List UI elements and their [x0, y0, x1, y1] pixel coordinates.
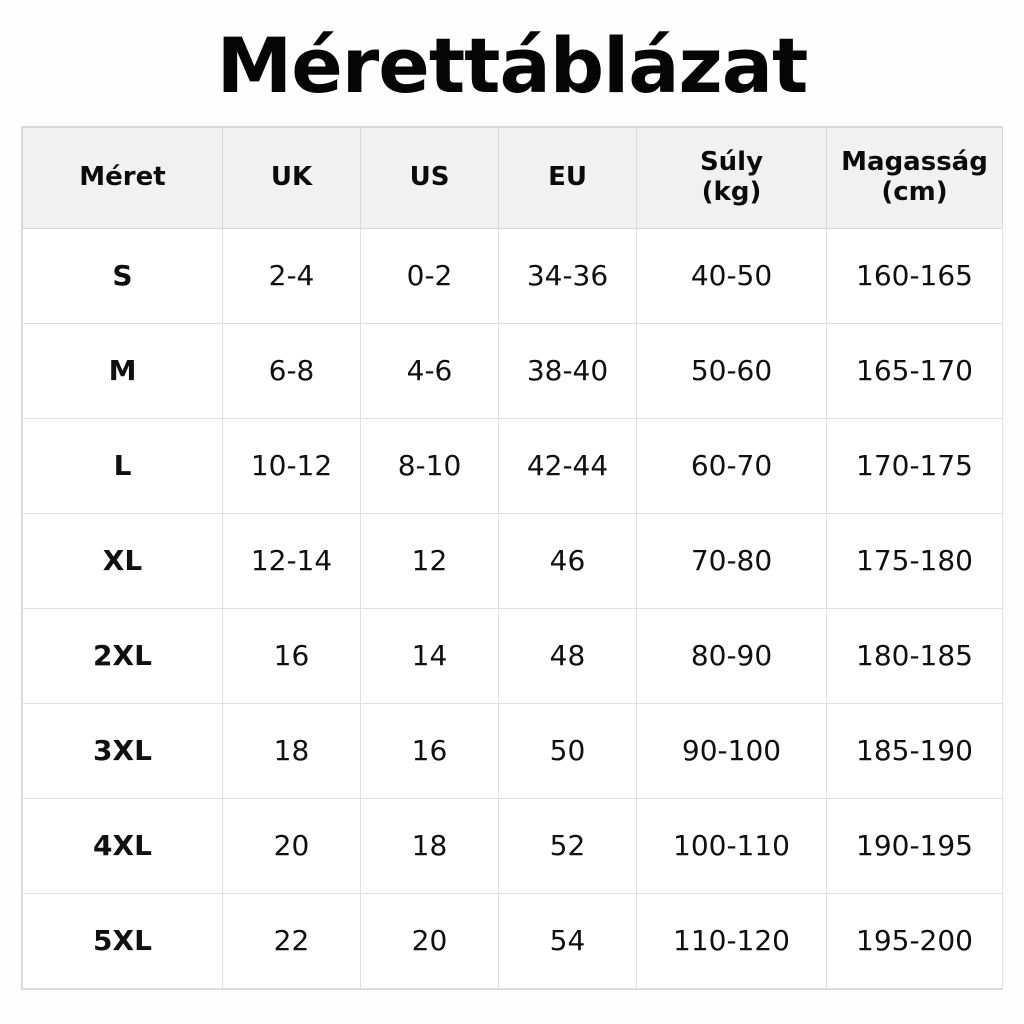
cell-uk: 20: [223, 798, 361, 893]
table-row: [23, 323, 1003, 418]
cell-weight: 90-100: [637, 703, 827, 798]
cell-height: 165-170: [827, 323, 1003, 418]
cell-height: 185-190: [827, 703, 1003, 798]
cell-eu: 38-40: [499, 323, 637, 418]
column-header-us: [361, 127, 499, 228]
cell-us: 12: [361, 513, 499, 608]
cell-height: 190-195: [827, 798, 1003, 893]
cell-weight: 80-90: [637, 608, 827, 703]
cell-eu: 34-36: [499, 228, 637, 323]
cell-uk: 2-4: [223, 228, 361, 323]
cell-weight: 40-50: [637, 228, 827, 323]
column-header-us-line1: US: [409, 161, 450, 192]
cell-size: 5XL: [23, 893, 223, 988]
cell-us: 4-6: [361, 323, 499, 418]
cell-eu: 46: [499, 513, 637, 608]
cell-uk: 10-12: [223, 418, 361, 513]
cell-size: S: [23, 228, 223, 323]
cell-us: 20: [361, 893, 499, 988]
cell-uk: 22: [223, 893, 361, 988]
cell-eu: 52: [499, 798, 637, 893]
cell-size: XL: [23, 513, 223, 608]
table-header: [23, 127, 1003, 228]
column-header-uk: [223, 127, 361, 228]
cell-weight: 50-60: [637, 323, 827, 418]
column-header-eu: [499, 127, 637, 228]
table-header-row: [23, 127, 1003, 228]
cell-weight: 110-120: [637, 893, 827, 988]
table-row: [23, 418, 1003, 513]
cell-weight: 100-110: [637, 798, 827, 893]
column-header-weight-line2: (kg): [701, 176, 762, 207]
cell-size: 4XL: [23, 798, 223, 893]
column-header-height-line1: Magasság: [841, 146, 988, 177]
size-chart-table-container: [21, 126, 1003, 990]
cell-uk: 16: [223, 608, 361, 703]
cell-uk: 12-14: [223, 513, 361, 608]
cell-size: 2XL: [23, 608, 223, 703]
column-header-eu-line1: EU: [548, 161, 587, 192]
cell-height: 170-175: [827, 418, 1003, 513]
column-header-weight-line1: Súly: [699, 146, 764, 177]
cell-weight: 70-80: [637, 513, 827, 608]
table-row: [23, 703, 1003, 798]
cell-height: 160-165: [827, 228, 1003, 323]
cell-size: L: [23, 418, 223, 513]
cell-us: 18: [361, 798, 499, 893]
cell-height: 175-180: [827, 513, 1003, 608]
cell-height: 180-185: [827, 608, 1003, 703]
cell-eu: 48: [499, 608, 637, 703]
table-body: [23, 228, 1003, 988]
cell-uk: 6-8: [223, 323, 361, 418]
table-row: [23, 608, 1003, 703]
size-chart-table: [22, 127, 1003, 989]
cell-uk: 18: [223, 703, 361, 798]
cell-eu: 42-44: [499, 418, 637, 513]
column-header-size: [23, 127, 223, 228]
table-row: [23, 893, 1003, 988]
cell-eu: 50: [499, 703, 637, 798]
table-row: [23, 513, 1003, 608]
page-title: Mérettáblázat: [216, 21, 808, 110]
table-row: [23, 798, 1003, 893]
cell-us: 0-2: [361, 228, 499, 323]
cell-height: 195-200: [827, 893, 1003, 988]
cell-us: 16: [361, 703, 499, 798]
cell-weight: 60-70: [637, 418, 827, 513]
cell-eu: 54: [499, 893, 637, 988]
column-header-height: [827, 127, 1003, 228]
column-header-uk-line1: UK: [270, 161, 313, 192]
table-row: [23, 228, 1003, 323]
cell-us: 14: [361, 608, 499, 703]
column-header-size-line1: Méret: [79, 161, 166, 192]
cell-us: 8-10: [361, 418, 499, 513]
column-header-weight: [637, 127, 827, 228]
cell-size: M: [23, 323, 223, 418]
cell-size: 3XL: [23, 703, 223, 798]
column-header-height-line2: (cm): [881, 176, 948, 207]
